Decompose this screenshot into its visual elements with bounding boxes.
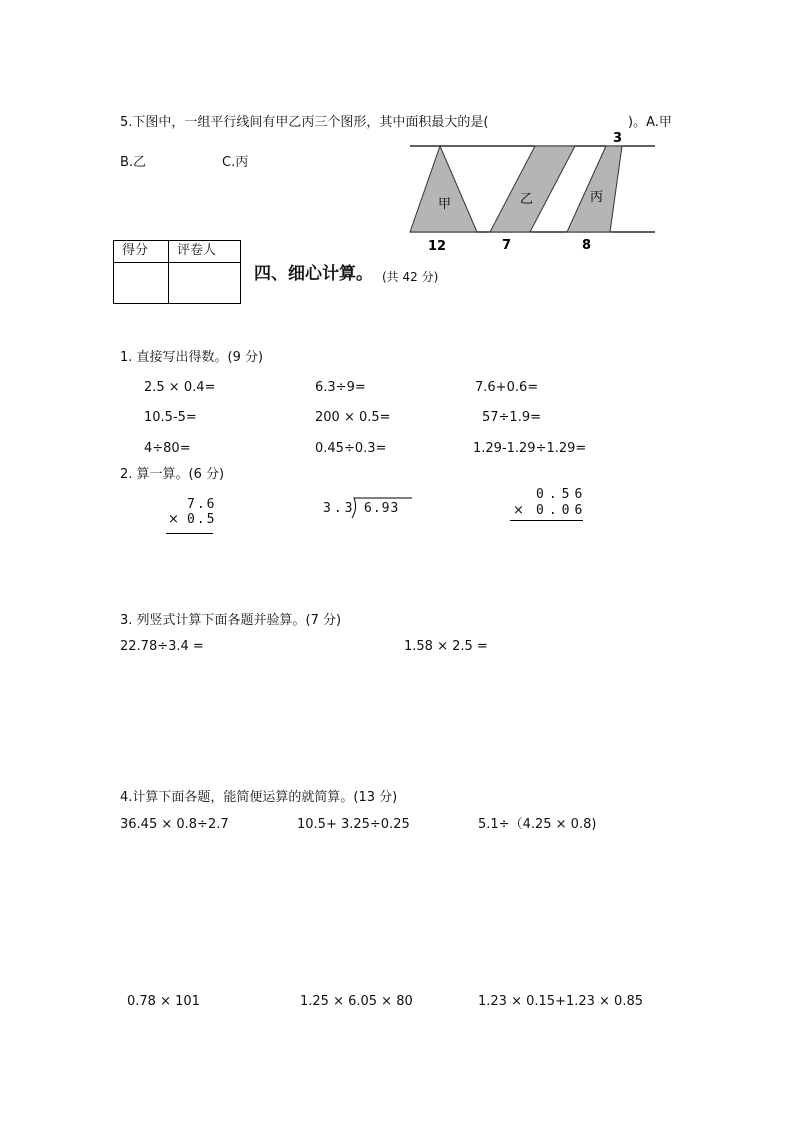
q5-option-a: )。A.甲	[628, 115, 672, 130]
section-4-title: 四、细心计算。	[254, 264, 373, 284]
q3-item: 22.78÷3.4 =	[120, 639, 204, 654]
q1-item: 0.45÷0.3=	[315, 441, 387, 456]
top-number: 3	[613, 131, 623, 146]
grader-value-cell[interactable]	[168, 262, 241, 304]
q1-item: 57÷1.9=	[482, 410, 542, 425]
q4-item: 0.78 × 101	[127, 994, 200, 1009]
q3-title: 3. 列竖式计算下面各题并验算。(7 分)	[120, 613, 342, 628]
q4-item: 36.45 × 0.8÷2.7	[120, 817, 229, 832]
grader-header-cell	[168, 240, 241, 263]
q1-item: 4÷80=	[144, 441, 191, 456]
q2-title: 2. 算一算。(6 分)	[120, 467, 225, 482]
q3-item: 1.58 × 2.5 =	[404, 639, 488, 654]
multiplier: 0.06	[536, 503, 588, 518]
score-label: 得分	[122, 243, 149, 258]
q1-item: 10.5-5=	[144, 410, 197, 425]
q5-option-b: B.乙	[120, 155, 147, 170]
multiplicand: 7.6	[187, 497, 217, 512]
section-4-points: (共 42 分)	[382, 270, 439, 284]
base-yi: 7	[502, 238, 512, 253]
q4-title: 4.计算下面各题，能简便运算的就简算。(13 分)	[120, 790, 398, 805]
q5-option-c: C.丙	[222, 155, 249, 170]
q5-prompt: 5.下图中，一组平行线间有甲乙丙三个图形，其中面积最大的是(	[120, 115, 489, 130]
label-yi: 乙	[520, 192, 534, 207]
parallelogram-yi	[490, 146, 575, 232]
result-line	[166, 533, 213, 534]
parallel-lines-figure	[400, 128, 665, 256]
base-bing: 8	[582, 238, 592, 253]
label-jia: 甲	[438, 197, 452, 212]
q4-item: 10.5+ 3.25÷0.25	[297, 817, 410, 832]
dividend: 6.93	[364, 501, 400, 516]
q1-item: 6.3÷9=	[315, 380, 366, 395]
q1-item: 1.29-1.29÷1.29=	[473, 441, 587, 456]
base-jia: 12	[428, 239, 447, 254]
score-header-cell	[113, 240, 169, 263]
q1-item: 200 × 0.5=	[315, 410, 391, 425]
divisor: 3.3	[323, 501, 356, 516]
result-line	[510, 520, 583, 521]
q1-item: 2.5 × 0.4=	[144, 380, 216, 395]
times-sign: ×	[513, 503, 524, 518]
triangle-jia	[410, 146, 477, 232]
trapezoid-bing	[567, 146, 622, 232]
label-bing: 丙	[590, 190, 604, 205]
multiplicand: 0.56	[536, 487, 588, 502]
times-sign: ×	[168, 512, 179, 527]
score-value-cell[interactable]	[113, 262, 169, 304]
q4-item: 5.1÷（4.25 × 0.8)	[478, 817, 597, 832]
q4-item: 1.23 × 0.15+1.23 × 0.85	[478, 994, 643, 1009]
q4-item: 1.25 × 6.05 × 80	[300, 994, 413, 1009]
q1-title: 1. 直接写出得数。(9 分)	[120, 350, 264, 365]
q1-item: 7.6+0.6=	[475, 380, 539, 395]
grader-label: 评卷人	[177, 243, 217, 258]
multiplier: 0.5	[187, 512, 217, 527]
